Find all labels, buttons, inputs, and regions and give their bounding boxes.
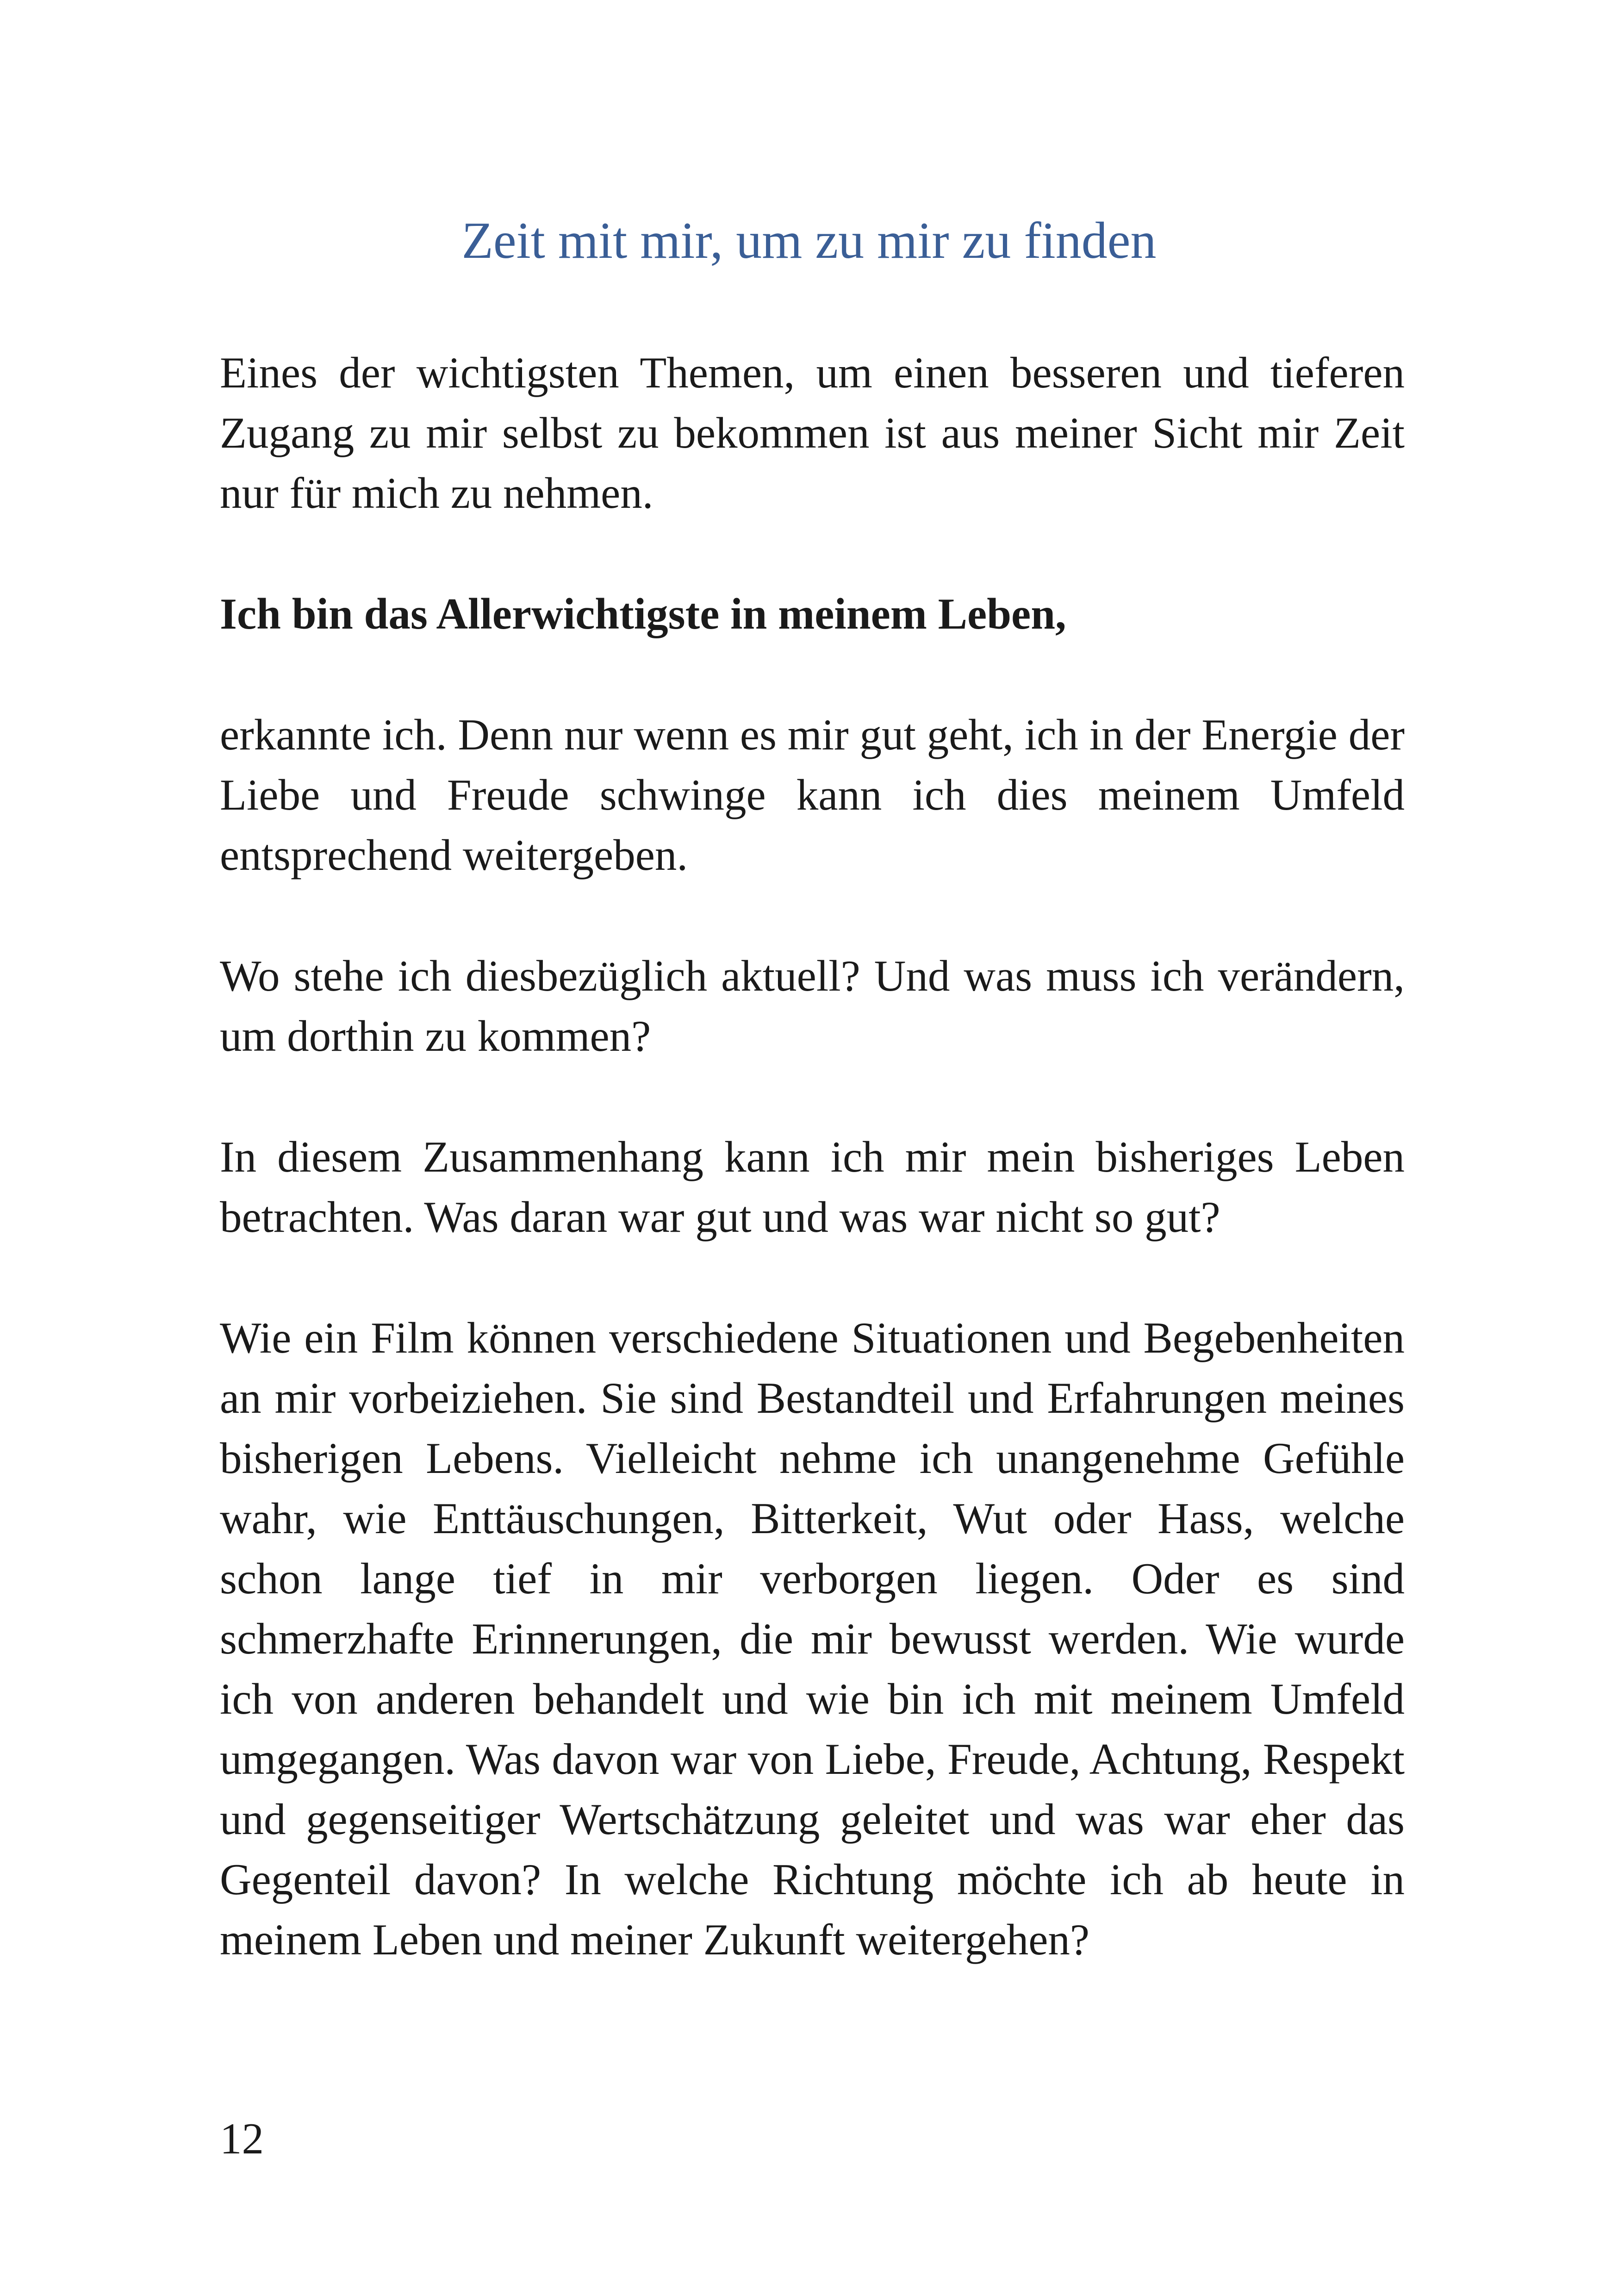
- paragraph-question: Wo stehe ich diesbezüglich aktuell? Und was muss ich verändern, um dorthin zu kommen?: [220, 951, 1405, 1061]
- paragraph-reflection: In diesem Zusammenhang kann ich mir mein bisheriges Leben betrachten. Was daran war gut und was war nicht so gut?: [220, 1132, 1405, 1242]
- paragraph-bold-statement: Ich bin das Allerwichtigste in meinem Leben,: [220, 589, 1066, 638]
- paragraph-realization: erkannte ich. Denn nur wenn es mir gut geht, ich in der Energie der Liebe und Freude schwinge kann ich dies meinem Umfeld entsprechend weitergeben.: [220, 710, 1405, 880]
- page-body: [220, 343, 1405, 2030]
- page-number: 12: [220, 2114, 264, 2163]
- chapter-title: Zeit mit mir, um zu mir zu finden: [461, 212, 1157, 269]
- paragraph-film: Wie ein Film können verschiedene Situationen und Begebenheiten an mir vorbeiziehen. Sie sind Bestandteil und Erfahrungen meines bisherigen Lebens. Vielleicht nehme ich unangenehme Gefühle wahr, wie Enttäuschungen, Bitterkeit, Wut oder Hass, welche schon lange tief in mir verborgen liegen. Oder es sind schmerzhafte Erinnerungen, die mir bewusst werden. Wie wurde ich von anderen behandelt und wie bin ich mit meinem Umfeld umgegangen. Was davon war von Liebe, Freude, Achtung, Respekt und gegenseitiger Wertschätzung geleitet und was war eher das Gegenteil davon? In welche Richtung möchte ich ab heute in meinem Leben und meiner Zukunft weitergehen?: [220, 1313, 1405, 1964]
- paragraph-intro: Eines der wichtigsten Themen, um einen besseren und tieferen Zugang zu mir selbst zu bekommen ist aus meiner Sicht mir Zeit nur für mich zu nehmen.: [220, 348, 1405, 518]
